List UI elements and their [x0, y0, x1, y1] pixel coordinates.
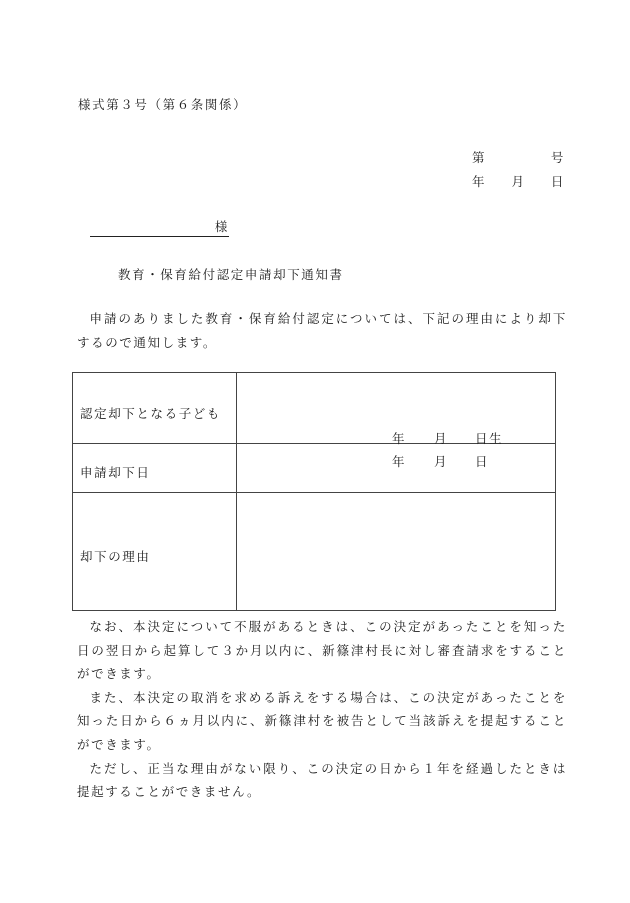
child-value-cell: [237, 373, 556, 444]
addressee-line: [90, 217, 229, 237]
rejection-date-label-cell: [73, 444, 237, 493]
child-label-cell: [73, 373, 237, 444]
rejection-year: 年: [392, 454, 407, 469]
reason-value-cell: [237, 493, 556, 611]
number-prefix: 第: [472, 150, 487, 165]
issue-date-line: [472, 172, 565, 190]
details-table: [72, 372, 556, 611]
rejection-date-row: [73, 444, 556, 493]
document-number-line: [472, 148, 565, 166]
birth-day: 日生: [475, 431, 504, 446]
reason-label-cell: [73, 493, 237, 611]
birth-year: 年: [392, 431, 407, 446]
reason-row: [73, 493, 556, 611]
rejection-date: [392, 452, 489, 470]
rejection-date-label: 申請却下日: [80, 465, 151, 480]
intro-paragraph: [77, 307, 567, 354]
notice-appeal: なお、本決定について不服があるときは、この決定があったことを知った日の翌日から起算して３か月以内に、新篠津村長に対し審査請求をすることができます。: [77, 619, 567, 682]
document-title: 教育・保育給付認定申請却下通知書: [118, 267, 344, 282]
issue-year: 年: [472, 174, 487, 189]
addressee-suffix: 様: [214, 219, 229, 234]
notice-lawsuit: また、本決定の取消を求める訴えをする場合は、この決定があったことを知った日から６ヵ月以内に、新篠津村を被告として当該訴えを提起することができます。: [77, 689, 567, 752]
notice-deadline: ただし、正当な理由がない限り、この決定の日から１年を経過したときは提起することができません。: [77, 760, 567, 800]
number-suffix: 号: [550, 150, 565, 165]
intro-text: 申請のありました教育・保育給付認定については、下記の理由により却下するので通知します。: [77, 311, 567, 350]
child-label: 認定却下となる子ども: [80, 406, 222, 421]
notice-section: [77, 615, 567, 804]
issue-day: 日: [550, 174, 565, 189]
rejection-date-value-cell: [237, 444, 556, 493]
reason-label: 却下の理由: [80, 548, 151, 564]
birth-month: 月: [434, 431, 449, 446]
child-row: [73, 373, 556, 444]
rejection-day: 日: [475, 454, 490, 469]
form-number-label: 様式第３号（第６条関係）: [78, 97, 248, 112]
issue-month: 月: [511, 174, 526, 189]
rejection-month: 月: [434, 454, 449, 469]
